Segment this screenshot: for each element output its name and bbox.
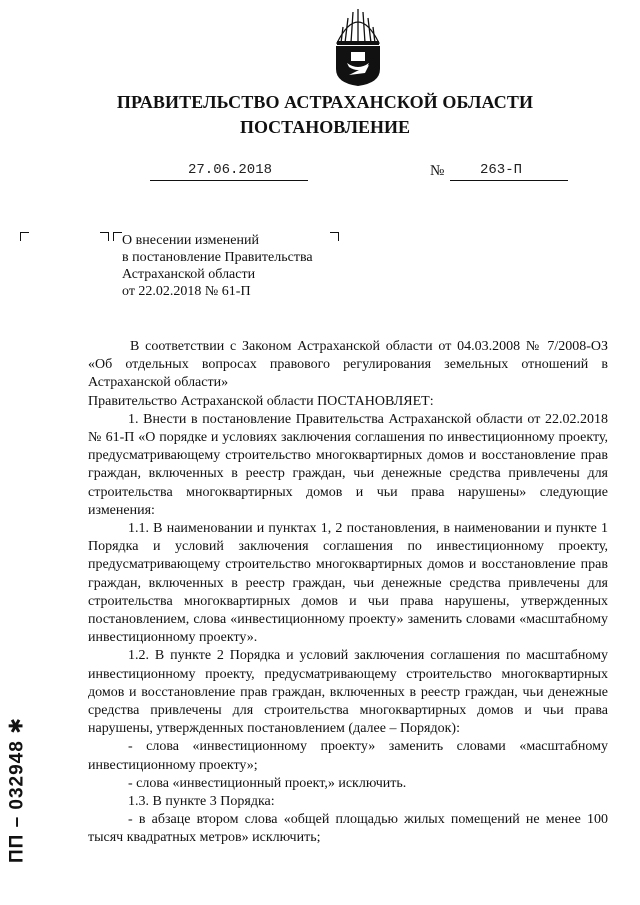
number-sign: № <box>430 163 445 179</box>
corner-mark-left <box>20 232 29 241</box>
corner-mark-subject-left <box>100 232 109 241</box>
item-1-2-paragraph: 1.2. В пункте 2 Порядка и условий заключения соглашения по масштабному инвестиционному проекту, предусматривающему строительство многоквартирных домов и восстановление прав граждан, включенных в реестр граждан, чьи денежные средства привлечены для строительства многоквартирных домов и чьи права нарушены, утвержденных постановлением (далее – Порядок): <box>88 648 608 737</box>
number-underline <box>450 180 568 181</box>
serial-text: ПП – 032948 ✱ <box>6 716 28 864</box>
item-1-2-bullet-2: - слова «инвестиционный проект,» исключить. <box>128 775 407 791</box>
subject-line: в постановление Правительства <box>122 250 313 265</box>
item-1-2-bullet-1: - слова «инвестиционному проекту» заменить словами «масштабному инвестиционному проекту»; <box>88 739 608 773</box>
document-body <box>88 338 608 848</box>
subject-line: Астраханской области <box>122 267 256 282</box>
corner-mark-subject-inner <box>113 232 122 241</box>
coat-of-arms-emblem <box>331 5 385 87</box>
document-number: 263-П <box>480 162 523 178</box>
document-date: 27.06.2018 <box>187 162 272 178</box>
organization-title: ПРАВИТЕЛЬСТВО АСТРАХАНСКОЙ ОБЛАСТИ <box>116 92 534 112</box>
subject-block <box>122 232 362 300</box>
document-type-title: ПОСТАНОВЛЕНИЕ <box>239 117 411 137</box>
side-serial-number <box>2 700 32 880</box>
preamble-paragraph: В соответствии с Законом Астраханской области от 04.03.2008 № 7/2008-ОЗ «Об отдельных вопросах правового регулирования земельных отношений в Астраханской области» <box>88 339 608 391</box>
date-underline <box>150 180 308 181</box>
item-1-3-paragraph: 1.3. В пункте 3 Порядка: <box>128 794 275 810</box>
item-1-1-paragraph: 1.1. В наименовании и пунктах 1, 2 постановления, в наименовании и пункте 1 Порядка и условий заключения соглашения по инвестиционному проекту, предусматривающему строительство многоквартирных домов и восстановление прав граждан, включенных в реестр граждан, чьи денежные средства привлечены для строительства многоквартирных домов и чьи права нарушены, утвержденных постановлением, слова «инвестиционному проекту» заменить словами «масштабному инвестиционному проекту». <box>88 521 608 646</box>
subject-line: от 22.02.2018 № 61-П <box>122 284 251 299</box>
resolution-paragraph: Правительство Астраханской области ПОСТАНОВЛЯЕТ: <box>88 393 434 409</box>
item-1-paragraph: 1. Внести в постановление Правительства Астраханской области от 22.02.2018 № 61-П «О порядке и условиях заключения соглашения по инвестиционному проекту, предусматривающему строительство многоквартирных домов и восстановление прав граждан, включенных в реестр граждан, чьи денежные средства привлечены для строительства многоквартирных домов и чьи права нарушены» следующие изменения: <box>88 411 608 518</box>
item-1-3-bullet-1: - в абзаце втором слова «общей площадью жилых помещений не менее 100 тысяч квадратных метров» исключить; <box>88 812 608 846</box>
subject-line: О внесении изменений <box>122 233 259 248</box>
